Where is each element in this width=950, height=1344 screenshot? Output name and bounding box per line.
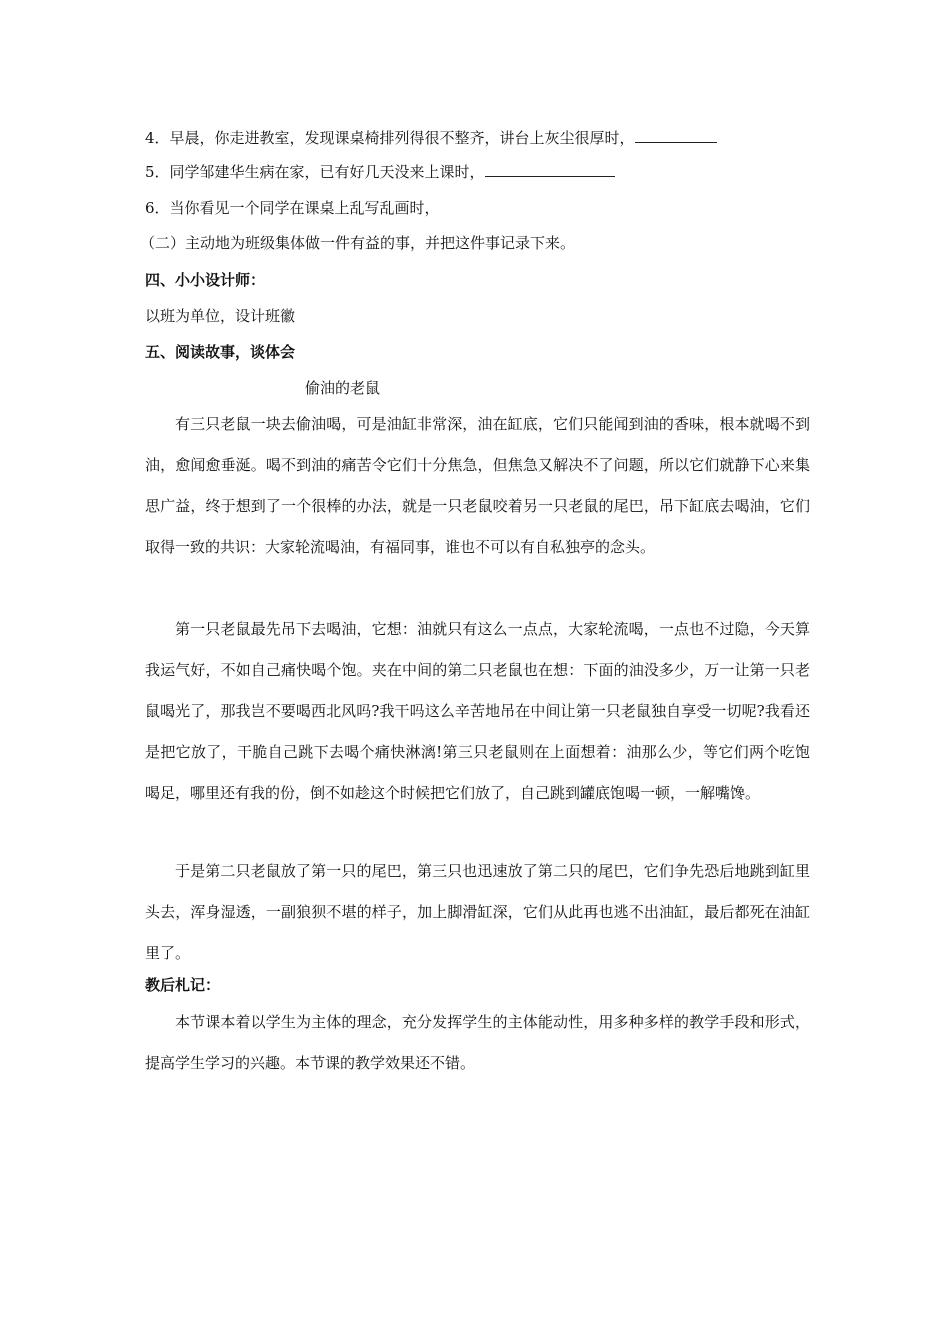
- notes-text: 本节课本着以学生为主体的理念，充分发挥学生的主体能动性，用多种多样的教学手段和形式，提高学生学习的兴趣。本节课的教学效果还不错。: [145, 1013, 810, 1072]
- story-paragraph-3: 于是第二只老鼠放了第一只的尾巴，第三只也迅速放了第二只的尾巴，它们争先恐后地跳到缸里头去，浑身湿透，一副狼狈不堪的样子，加上脚滑缸深，它们从此再也逃不出油缸，最后都死在油缸里了。: [145, 862, 810, 962]
- item-6: [145, 198, 440, 218]
- story-paragraph-1: 有三只老鼠一块去偷油喝，可是油缸非常深，油在缸底，它们只能闻到油的香味，根本就喝不到油，愈闻愈垂涎。喝不到油的痛苦令它们十分焦急，但焦急又解决不了问题，所以它们就静下心来集思广益，终于想到了一个很棒的办法，就是一只老鼠咬着另一只老鼠的尾巴，吊下缸底去喝油，它们取得一致的共识：大家轮流喝油，有福同事，谁也不可以有自私独亭的念头。: [145, 415, 810, 556]
- item-6-text: 6．当你看见一个同学在课桌上乱写乱画时，: [145, 199, 440, 217]
- story-title: 偷油的老鼠: [305, 379, 381, 397]
- item-5: [145, 162, 615, 182]
- item-5-text: 5．同学邹建华生病在家，已有好几天没来上课时，: [145, 163, 485, 181]
- item-4-text: 4．早晨，你走进教室，发现课桌椅排列得很不整齐，讲台上灰尘很厚时，: [145, 129, 635, 147]
- story-paragraph-2: 第一只老鼠最先吊下去喝油，它想：油就只有这么一点点，大家轮流喝，一点也不过隐，今天算我运气好，不如自己痛快喝个饱。夹在中间的第二只老鼠也在想：下面的油没多少，万一让第一只老鼠喝光了，那我岂不要喝西北风吗?我干吗这么辛苦地吊在中间让第一只老鼠独自享受一切呢?我看还是把它放了，干脆自己跳下去喝个痛快淋漓!第三只老鼠则在上面想着：油那么少，等它们两个吃饱喝足，哪里还有我的份，倒不如趁这个时候把它们放了，自己跳到罐底饱喝一顿，一解嘴馋。: [145, 620, 810, 802]
- item-4: [145, 128, 717, 148]
- answer-blank-5: [485, 162, 615, 177]
- task-2-text: （二）主动地为班级集体做一件有益的事，并把这件事记录下来。: [140, 234, 576, 252]
- answer-blank-4: [635, 128, 717, 143]
- section-4-heading: 四、小小设计师：: [145, 271, 266, 289]
- task-2: [140, 233, 575, 253]
- notes-heading: 教后札记：: [145, 976, 221, 994]
- section-4-text: 以班为单位，设计班徽: [145, 307, 296, 325]
- section-5-heading: 五、阅读故事，谈体会: [145, 343, 296, 361]
